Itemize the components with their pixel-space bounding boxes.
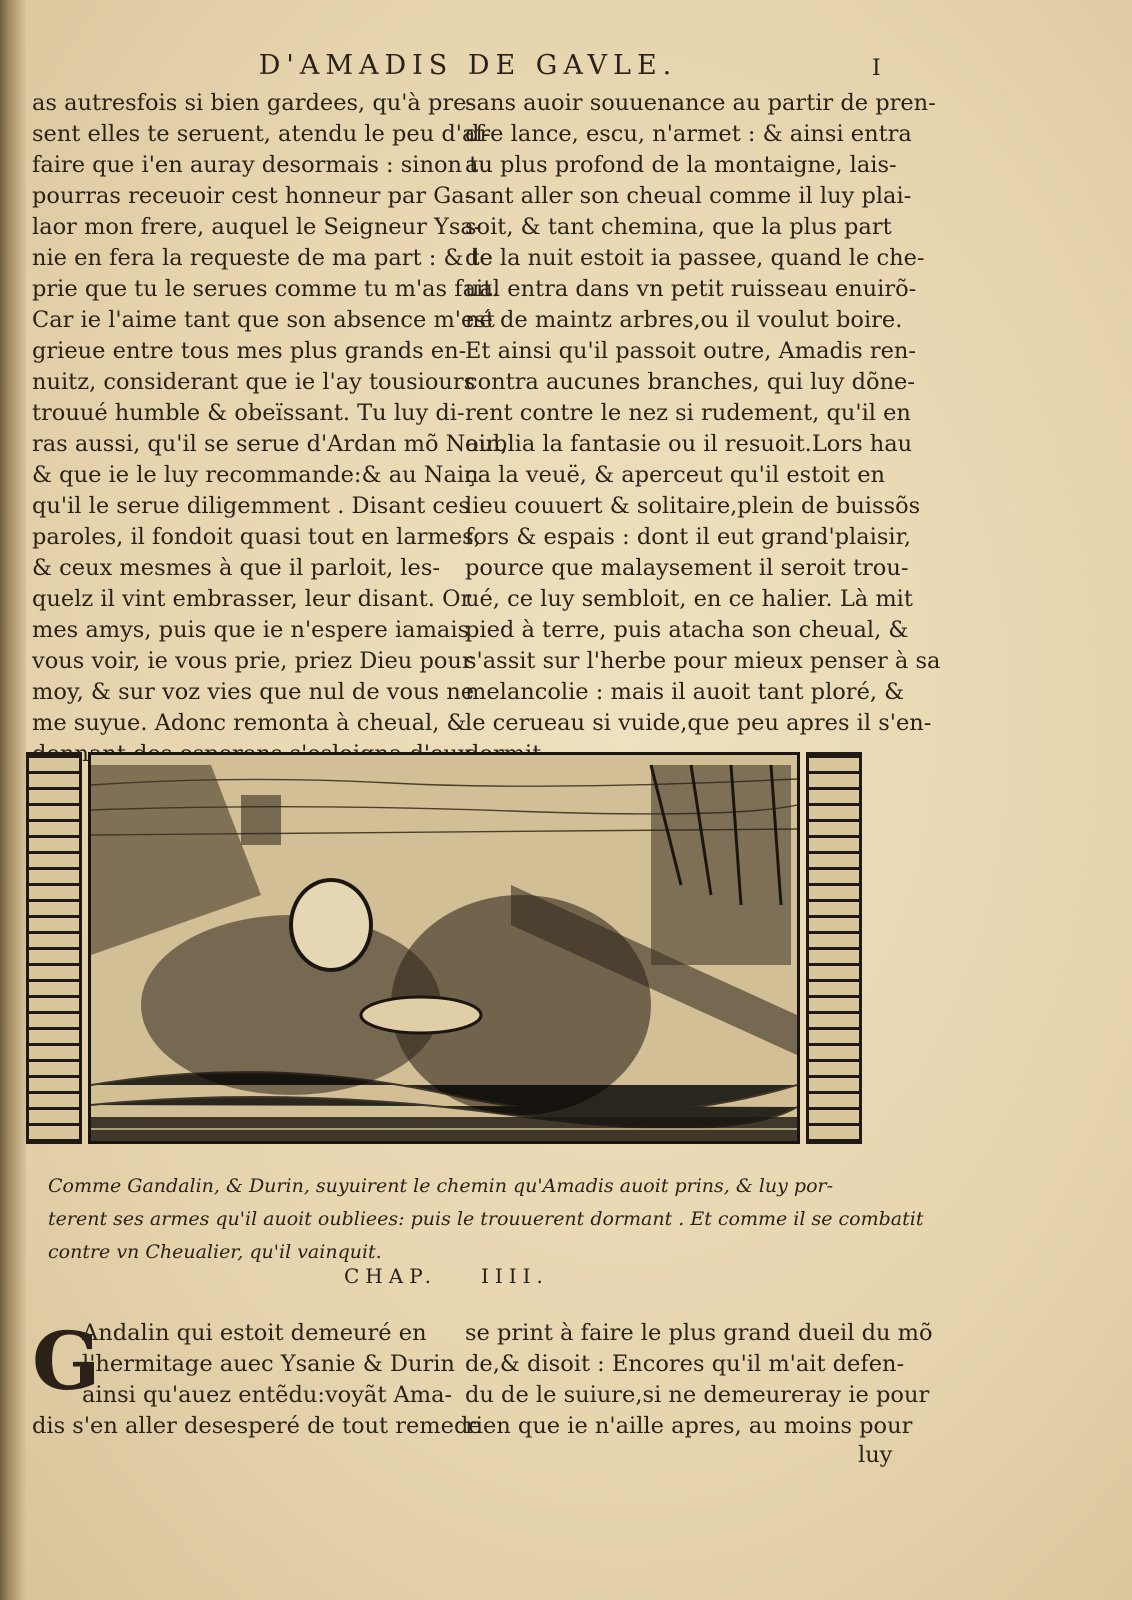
caption-line: terent ses armes qu'il auoit oubliees: puis le trouuerent dormant . Et comme il se combatit bbox=[48, 1208, 924, 1230]
text-line: dre lance, escu, n'armet : & ainsi entra bbox=[465, 121, 912, 147]
catchword: luy bbox=[858, 1442, 893, 1468]
text-column-left bbox=[32, 88, 508, 770]
text-line: pied à terre, puis atacha son cheual, & bbox=[465, 617, 909, 643]
ornamental-border-icon bbox=[806, 752, 862, 1144]
text-line: ras aussi, qu'il se serue d'Ardan mõ Nain, bbox=[32, 431, 508, 457]
caption-line: Comme Gandalin, & Durin, suyuirent le chemin qu'Amadis auoit prins, & luy por- bbox=[48, 1175, 834, 1197]
text-line: ual entra dans vn petit ruisseau enuirõ- bbox=[465, 276, 917, 302]
text-line: quelz il vint embrasser, leur disant. Or bbox=[32, 586, 472, 612]
text-line: contra aucunes branches, qui luy dõne- bbox=[465, 369, 915, 395]
text-line: faire que i'en auray desormais : sinon tu bbox=[32, 152, 493, 178]
chapter-text-right bbox=[465, 1318, 933, 1442]
woodcut-figure bbox=[26, 752, 862, 1144]
text-line: nie en fera la requeste de ma part : & te bbox=[32, 245, 493, 271]
text-line: sans auoir souuenance au partir de pren- bbox=[465, 90, 936, 116]
text-line: de,& disoit : Encores qu'il m'ait defen- bbox=[465, 1351, 905, 1377]
text-line: sent elles te seruent, atendu le peu d'af- bbox=[32, 121, 491, 147]
drop-capital: G bbox=[32, 1314, 101, 1408]
text-line: grieue entre tous mes plus grands en- bbox=[32, 338, 467, 364]
figure-caption bbox=[48, 1170, 924, 1269]
text-line: laor mon frere, auquel le Seigneur Ysa- bbox=[32, 214, 482, 240]
text-line: dis s'en aller desesperé de tout remede bbox=[32, 1413, 482, 1439]
text-line: de la nuit estoit ia passee, quand le che- bbox=[465, 245, 925, 271]
text-line: as autresfois si bien gardees, qu'à pre- bbox=[32, 90, 475, 116]
text-line: se print à faire le plus grand dueil du mõ bbox=[465, 1320, 933, 1346]
text-line: paroles, il fondoit quasi tout en larmes, bbox=[32, 524, 481, 550]
chapter-label: CHAP. bbox=[344, 1264, 437, 1288]
text-line: & que ie le luy recommande:& au Nain bbox=[32, 462, 479, 488]
text-line: au plus profond de la montaigne, lais- bbox=[465, 152, 897, 178]
jousting-knights-woodcut-icon bbox=[88, 752, 800, 1144]
text-line: lieu couuert & solitaire,plein de buissõs bbox=[465, 493, 921, 519]
text-line: fors & espais : dont il eut grand'plaisir, bbox=[465, 524, 912, 550]
chapter-text-left bbox=[32, 1314, 482, 1442]
running-title: D'AMADIS DE GAVLE. bbox=[258, 50, 678, 81]
text-line: prie que tu le serues comme tu m'as fait. bbox=[32, 276, 500, 302]
text-line: qu'il le serue diligemment . Disant ces bbox=[32, 493, 470, 519]
text-line: trouué humble & obeïssant. Tu luy di- bbox=[32, 400, 465, 426]
text-line: Et ainsi qu'il passoit outre, Amadis ren- bbox=[465, 338, 916, 364]
text-line: nuitz, considerant que ie l'ay tousiours bbox=[32, 369, 476, 395]
text-line: pource que malaysement il seroit trou- bbox=[465, 555, 909, 581]
chapter-heading bbox=[344, 1264, 604, 1288]
text-line: le cerueau si vuide,que peu apres il s'en- bbox=[465, 710, 932, 736]
text-line: Car ie l'aime tant que son absence m'est bbox=[32, 307, 495, 333]
ornamental-border-icon bbox=[26, 752, 82, 1144]
text-line: s'assit sur l'herbe pour mieux penser à sa bbox=[465, 648, 941, 674]
text-line: me suyue. Adonc remonta à cheual, & bbox=[32, 710, 467, 736]
text-line: pourras receuoir cest honneur par Ga- bbox=[32, 183, 473, 209]
text-line: vous voir, ie vous prie, priez Dieu pour bbox=[32, 648, 473, 674]
text-line: soit, & tant chemina, que la plus part bbox=[465, 214, 892, 240]
folio-number: I bbox=[872, 56, 881, 81]
text-line: mes amys, puis que ie n'espere iamais bbox=[32, 617, 470, 643]
text-line: l'hermitage auec Ysanie & Durin bbox=[82, 1351, 455, 1377]
text-line: ainsi qu'auez entẽdu:voyãt Ama- bbox=[82, 1382, 453, 1408]
text-line: melancolie : mais il auoit tant ploré, & bbox=[465, 679, 905, 705]
caption-line: contre vn Cheualier, qu'il vainquit. bbox=[48, 1241, 382, 1263]
woodcut-illustration bbox=[91, 755, 797, 1141]
text-column-right bbox=[465, 88, 941, 770]
text-line: ué, ce luy sembloit, en ce halier. Là mit bbox=[465, 586, 913, 612]
text-line: rent contre le nez si rudement, qu'il en bbox=[465, 400, 911, 426]
binding-gutter bbox=[0, 0, 26, 1600]
text-line: moy, & sur voz vies que nul de vous ne bbox=[32, 679, 475, 705]
text-line: sant aller son cheual comme il luy plai- bbox=[465, 183, 912, 209]
text-line: né de maintz arbres,ou il voulut boire. bbox=[465, 307, 903, 333]
text-line: & ceux mesmes à que il parloit, les- bbox=[32, 555, 440, 581]
text-line: du de le suiure,si ne demeureray ie pour bbox=[465, 1382, 930, 1408]
text-line: ça la veuë, & aperceut qu'il estoit en bbox=[465, 462, 886, 488]
text-line: Andalin qui estoit demeuré en bbox=[82, 1320, 427, 1346]
text-line: oublia la fantasie ou il resuoit.Lors hau bbox=[465, 431, 913, 457]
chapter-number: IIII. bbox=[480, 1264, 549, 1288]
text-line: rien que ie n'aille apres, au moins pour bbox=[465, 1413, 913, 1439]
